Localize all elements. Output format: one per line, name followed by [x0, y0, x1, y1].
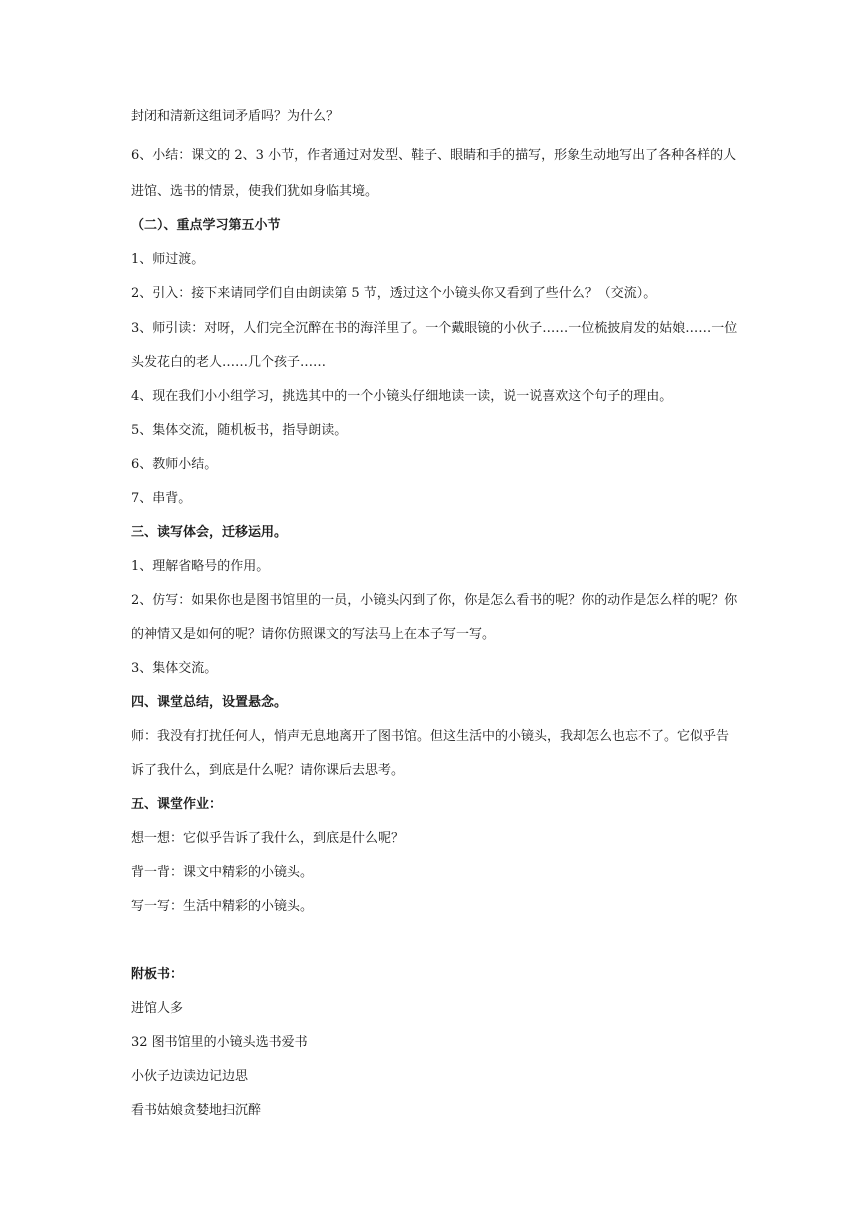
text-line: 诉了我什么，到底是什么呢？请你课后去思考。 — [131, 763, 405, 778]
text-line: 3、集体交流。 — [131, 661, 218, 676]
text-line: 6、小结：课文的 2、3 小节，作者通过对发型、鞋子、眼睛和手的描写，形象生动地写出了各种各样的人 — [131, 148, 737, 163]
text-line: 32 图书馆里的小镜头选书爱书 — [131, 1035, 308, 1050]
text-line: 5、集体交流，随机板书，指导朗读。 — [131, 423, 348, 438]
text-line: 的神情又是如何的呢？请你仿照课文的写法马上在本子写一写。 — [131, 627, 496, 642]
text-line: 进馆人多 — [131, 1001, 184, 1016]
text-line: 4、现在我们小小组学习，挑选其中的一个小镜头仔细地读一读，说一说喜欢这个句子的理由。 — [131, 389, 673, 404]
text-line: 2、引入：接下来请同学们自由朗读第 5 节，透过这个小镜头你又看到了些什么？（交流）。 — [131, 286, 657, 301]
section-heading: 三、读写体会，迁移运用。 — [131, 525, 288, 540]
text-line: 头发花白的老人……几个孩子…… — [131, 355, 327, 370]
section-heading: 四、课堂总结，设置悬念。 — [131, 695, 288, 710]
text-line: 1、理解省略号的作用。 — [131, 559, 270, 574]
text-line: 封闭和清新这组词矛盾吗？为什么？ — [131, 109, 340, 124]
section-heading: 附板书： — [131, 967, 184, 982]
section-heading: （二）、重点学习第五小节 — [131, 218, 281, 233]
text-line: 写一写：生活中精彩的小镜头。 — [131, 899, 314, 914]
text-line: 师：我没有打扰任何人，悄声无息地离开了图书馆。但这生活中的小镜头，我却怎么也忘不了。它似乎告 — [131, 729, 730, 744]
text-line: 1、师过渡。 — [131, 252, 205, 267]
text-line: 2、仿写：如果你也是图书馆里的一员，小镜头闪到了你，你是怎么看书的呢？你的动作是怎么样的呢？你 — [131, 593, 738, 608]
text-line: 背一背：课文中精彩的小镜头。 — [131, 865, 314, 880]
text-line: 6、教师小结。 — [131, 457, 218, 472]
text-line: 进馆、选书的情景，使我们犹如身临其境。 — [131, 184, 379, 199]
text-line: 3、师引读：对呀，人们完全沉醉在书的海洋里了。一个戴眼镜的小伙子……一位梳披肩发的姑娘……一位 — [131, 321, 738, 336]
text-line: 小伙子边读边记边思 — [131, 1069, 249, 1084]
text-line: 看书姑娘贪婪地扫沉醉 — [131, 1103, 262, 1118]
text-line: 7、串背。 — [131, 491, 192, 506]
text-line: 想一想：它似乎告诉了我什么，到底是什么呢？ — [131, 831, 405, 846]
section-heading: 五、课堂作业： — [131, 797, 223, 812]
